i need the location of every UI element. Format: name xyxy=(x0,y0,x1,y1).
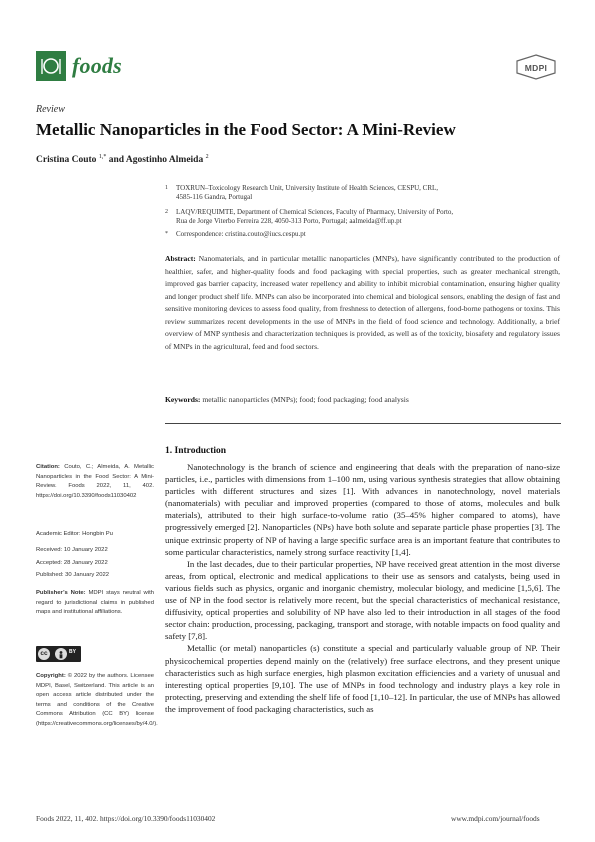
journal-name[interactable]: foods xyxy=(72,53,122,78)
article-type: Review xyxy=(36,104,65,115)
body-paragraph: In the last decades, due to their particular properties, NP have received great attention in the most diverse areas, from optical, electronic and medical applications to their use as sensors and catalysts, being used in various fields such as physics, organic and inorganic chemistry, molecular biology, and medicine [1,5,6]. The use of NP in the food sector is relatively more recent, but the special characteristics of mechanical resistance, diffusivity, optical properties and solubility of NP have also led to their introduction in all stages of the food sector chain: production, processing, packaging, transport and storage, with notable impacts on food quality and safety [7,8]. xyxy=(165,558,560,642)
abstract xyxy=(165,253,560,353)
author-conjunction: and xyxy=(108,155,125,166)
affiliation-mark: * xyxy=(165,231,168,237)
author-name[interactable]: Cristina Couto xyxy=(36,155,97,166)
footer-journal-url[interactable]: www.mdpi.com/journal/foods xyxy=(451,814,540,823)
publisher-note-label: Publisher’s Note: xyxy=(36,590,86,596)
author-affil-mark: 1,* xyxy=(98,154,107,160)
editor-line: Academic Editor: Hongbin Pu xyxy=(36,531,113,537)
affiliation-mark: 1 xyxy=(165,185,168,191)
cutlery-icon xyxy=(36,51,66,81)
cc-icon: cc xyxy=(38,648,50,660)
affiliation-mark: 2 xyxy=(165,209,168,215)
citation-label: Citation: xyxy=(36,464,60,470)
license-badge-label: BY xyxy=(69,649,76,655)
copyright-label: Copyright: xyxy=(36,673,66,679)
cc-by-license-badge[interactable] xyxy=(36,646,81,662)
author-affil-mark: 2 xyxy=(205,154,209,160)
affiliation-line: Rua de Jorge Viterbo Ferreira 228, 4050-313 Porto, Portugal; aalmeida@ff.up.pt xyxy=(176,217,402,226)
person-icon xyxy=(55,648,67,660)
article-title: Metallic Nanoparticles in the Food Sector: A Mini-Review xyxy=(36,120,456,139)
affiliation-line: LAQV/REQUIMTE, Department of Chemical Sciences, Faculty of Pharmacy, University of Porto, xyxy=(176,208,454,216)
accepted-date: Accepted: 28 January 2022 xyxy=(36,560,108,566)
copyright-block xyxy=(36,672,158,730)
author-list xyxy=(36,154,209,165)
affiliation-item xyxy=(165,184,565,203)
publisher-name: MDPI xyxy=(524,63,548,73)
citation-text[interactable]: Couto, C.; Almeida, A. Metallic Nanoparticles in the Food Sector: A Mini-Review. Foods 2022, 11, 402. https://doi.org/10.3390/foods11030402 xyxy=(36,464,155,499)
received-date: Received: 10 January 2022 xyxy=(36,547,108,553)
publisher-note xyxy=(36,589,154,618)
affiliation-line: TOXRUN–Toxicology Research Unit, University Institute of Health Sciences, CESPU, CRL, xyxy=(176,184,439,192)
affiliation-item xyxy=(165,230,565,239)
body-paragraph: Nanotechnology is the branch of science and engineering that deals with the preparation of nano-size particles, i.e., particles with dimensions from 1–100 nm, using various synthesis strategies that allow obtaining particles with different structures and sizes [1]. With advances in nanotechnology, novel materials (nanomaterials) with peculiar and improved properties (compared to those of atoms, molecules and bulk materials), attributed to their high surface-to-volume ratio (35–45% higher compared to atoms), have progressively emerged [2]. Nanoparticles (NPs) have both solute and separate particle phase properties [3]. The unique extrinsic property of NP of having a large specific surface area is an important feature that contributes to some particular characteristics, namely strong surface reactivity [1,4]. xyxy=(165,462,560,557)
citation-block xyxy=(36,463,154,501)
author-name[interactable]: Agostinho Almeida xyxy=(125,155,204,166)
publisher-logo[interactable] xyxy=(515,54,557,80)
abstract-label: Abstract: xyxy=(165,254,196,263)
body-paragraph: Metallic (or metal) nanoparticles (s) constitute a special and particularly valuable group of NP. Their physicochemical properties depend mainly on the (relatively) free surface electrons, and they present unique characteristics such as high surface energies, high plasmon excitation efficiencies and a variety of unusual and interesting optical properties [9,10]. The use of MNPs in food technology and industry plays a key role in protecting, preserving and extending the shelf life of food [1,10–12]. In particular, the use of MNPs has allowed the improvement of food packaging characteristics, such as xyxy=(165,643,560,714)
section-heading: 1. Introduction xyxy=(165,446,227,456)
keywords xyxy=(165,394,560,406)
footer-citation[interactable]: Foods 2022, 11, 402. https://doi.org/10.3390/foods11030402 xyxy=(36,814,216,823)
keywords-label: Keywords: xyxy=(165,395,201,404)
section-divider xyxy=(165,423,561,424)
publisher-note-text: MDPI stays neutral with regard to jurisdictional claims in published maps and institutional affiliations. xyxy=(36,590,154,616)
published-date: Published: 30 January 2022 xyxy=(36,572,110,578)
correspondence-line[interactable]: Correspondence: cristina.couto@iucs.cespu.pt xyxy=(176,230,306,238)
abstract-text: Nanomaterials, and in particular metallic nanoparticles (MNPs), have significantly contributed to the production of healthier, safer, and higher-quality foods and food packaging with special properties, such as greater mechanical strength, improved gas barrier capacity, increased water repellency and ability to inhibit microbial contamination, ensuring higher quality and longer product shelf life. MNPs can also be incorporated into chemical and biological sensors, enabling the design of fast and sensitive monitoring devices to assess food quality, from freshness to detection of allergens, food-borne pathogens or toxins. This review summarizes recent developments in the use of MNPs in the field of food science and technology. Additionally, a brief overview of MNP synthesis and characterization techniques is provided, as well as of the toxicity, biosafety and regulatory issues of MNPs in the agricultural, feed and food sectors. xyxy=(165,254,561,351)
journal-logo xyxy=(36,51,66,81)
affiliation-item xyxy=(165,208,565,227)
body-text xyxy=(165,461,560,715)
affiliation-line: 4585-116 Gandra, Portugal xyxy=(176,193,253,202)
keywords-text: metallic nanoparticles (MNPs); food; food packaging; food analysis xyxy=(202,395,409,404)
copyright-text: © 2022 by the authors. Licensee MDPI, Basel, Switzerland. This article is an open access article distributed under the terms and conditions of the Creative Commons Attribution (CC BY) license (https://creativecommons.org/licenses/by/4.0/). xyxy=(36,673,158,727)
